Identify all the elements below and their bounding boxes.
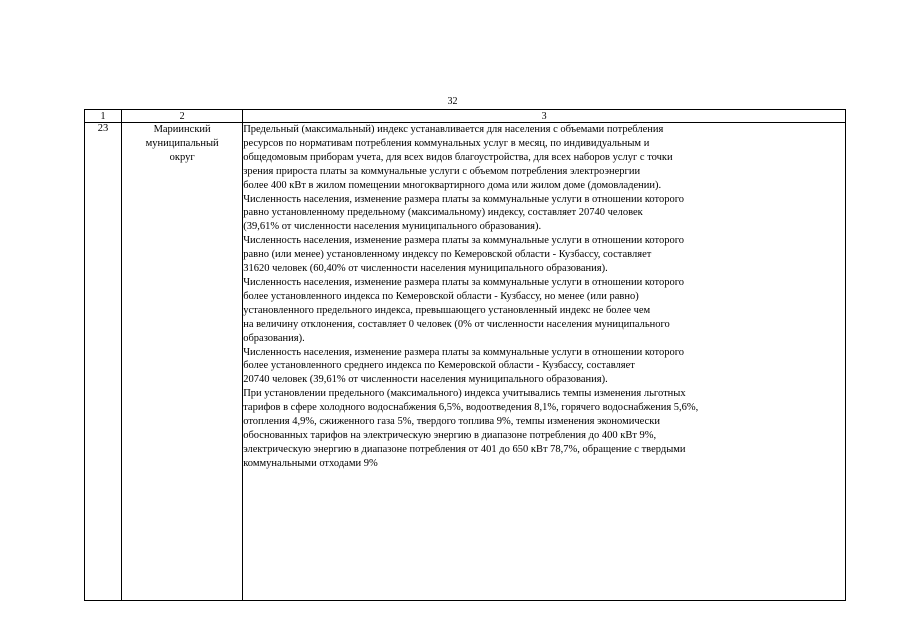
header-cell-3: 3 (243, 110, 846, 123)
text-line: тарифов в сфере холодного водоснабжения 6,5%, водоотведения 8,1%, горячего водоснабжения 5,6%, (243, 402, 699, 414)
text-line: отопления 4,9%, сжиженного газа 5%, твердого топлива 9%, темпы изменения экономически (243, 416, 660, 428)
header-cell-2: 2 (122, 110, 243, 123)
text-line: При установлении предельного (максимального) индекса учитывались темпы изменения льготных (243, 388, 686, 400)
table-header-row (85, 110, 846, 123)
municipality-name-line: округ (169, 152, 195, 163)
text-line: более установленного среднего индекса по Кемеровской области - Кузбассу, составляет (243, 360, 635, 372)
text-line: электрическую энергию в диапазоне потребления от 401 до 650 кВт 78,7%, обращение с твердыми (243, 443, 686, 455)
text-line: Численность населения, изменение размера платы за коммунальные услуги в отношении которого (243, 346, 685, 358)
text-line: (39,61% от численности населения муниципального образования). (243, 221, 542, 233)
text-line: образования). (243, 332, 305, 344)
row-number-cell: 23 (85, 123, 122, 601)
text-line: равно (или менее) установленному индексу по Кемеровской области - Кузбассу, составляет (243, 249, 652, 261)
text-line: установленного предельного индекса, превышающего установленный индекс не более чем (243, 304, 651, 316)
text-line: более 400 кВт в жилом помещении многоквартирного дома или жилом доме (домовладении). (243, 179, 662, 191)
text-line: Предельный (максимальный) индекс устанавливается для населения с объемами потребления (243, 124, 664, 135)
text-line: на величину отклонения, составляет 0 человек (0% от численности населения муниципального (243, 318, 670, 330)
text-line: Численность населения, изменение размера платы за коммунальные услуги в отношении которого (243, 276, 685, 288)
municipality-name-line: Мариинский (153, 124, 211, 135)
text-line: обоснованных тарифов на электрическую энергию в диапазоне потребления до 400 кВт 9%, (243, 429, 657, 441)
text-line: зрения прироста платы за коммунальные услуги с объемом потребления электроэнергии (243, 165, 641, 177)
text-line: Численность населения, изменение размера платы за коммунальные услуги в отношении которого (243, 235, 685, 247)
text-line: более установленного индекса по Кемеровской области - Кузбассу, но менее (или равно) (243, 290, 639, 302)
data-table (84, 109, 846, 601)
municipality-name-cell (122, 123, 243, 601)
text-line: Численность населения, изменение размера платы за коммунальные услуги в отношении которого (243, 193, 685, 205)
description-cell (243, 123, 846, 601)
text-line: равно установленному предельному (максимальному) индексу, составляет 20740 человек (243, 207, 643, 219)
text-line: коммунальными отходами 9% (243, 457, 378, 469)
text-line: 20740 человек (39,61% от численности населения муниципального образования). (243, 374, 608, 386)
table-row (85, 123, 846, 601)
header-cell-1: 1 (85, 110, 122, 123)
text-line: общедомовым приборам учета, для всех видов благоустройства, для всех наборов услуг с точки (243, 151, 673, 163)
municipality-name-line: муниципальный (145, 138, 219, 149)
text-line: 31620 человек (60,40% от численности населения муниципального образования). (243, 263, 608, 275)
text-line: ресурсов по нормативам потребления коммунальных услуг в месяц, по индивидуальным и (243, 137, 650, 149)
page-number: 32 (447, 96, 458, 107)
